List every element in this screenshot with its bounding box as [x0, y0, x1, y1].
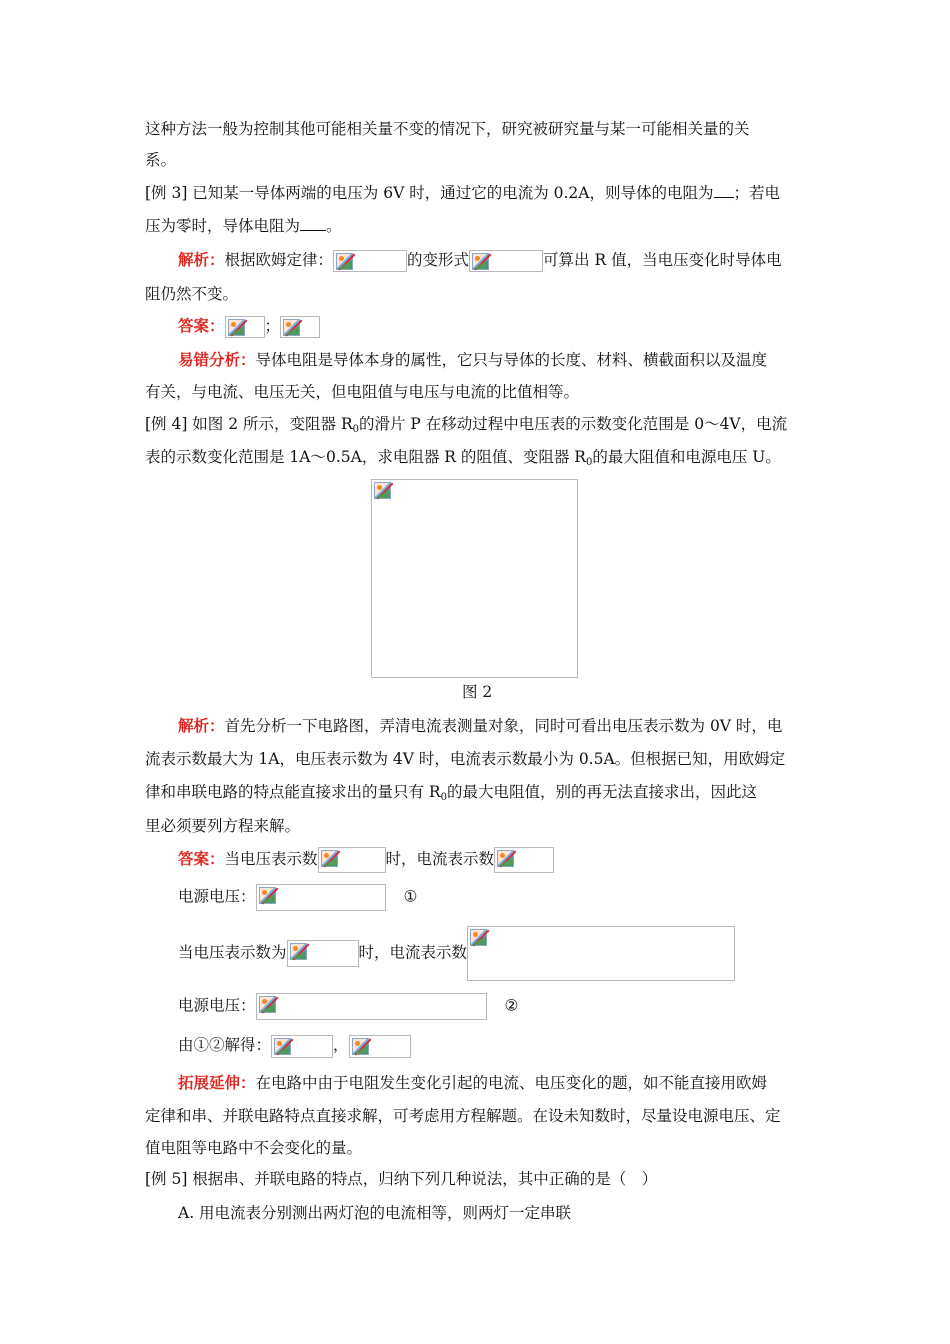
- broken-image-icon: [274, 1038, 291, 1055]
- text: 导体电阻是导体本身的属性，它只与导体的长度、材料、横截面积以及温度: [255, 351, 768, 369]
- extension-line: 定律和串、并联电路特点直接求解，可考虑用方程解题。在设未知数时，尽量设电源电压、定: [145, 1107, 781, 1125]
- formula-image: [349, 1035, 411, 1058]
- example-3-line: [145, 214, 342, 236]
- formula-image: [333, 250, 407, 272]
- text: 由①②解得：: [178, 1036, 272, 1054]
- error-analysis-label: 易错分析：: [178, 350, 256, 369]
- broken-image-icon: [259, 887, 276, 904]
- text: ；: [264, 317, 281, 335]
- paragraph-line: 这种方法一般为控制其他可能相关量不变的情况下，研究被研究量与某一可能相关量的关: [145, 120, 750, 138]
- broken-image-icon: [283, 319, 300, 336]
- text: 首先分析一下电路图，弄清电流表测量对象，同时可看出电压表示数为 0V 时，电: [224, 717, 783, 735]
- blank-underline: [300, 218, 326, 231]
- broken-image-icon: [374, 482, 391, 499]
- answer-label: 答案：: [178, 849, 225, 868]
- broken-image-icon: [470, 929, 487, 946]
- error-analysis-line: [178, 348, 767, 370]
- subscript: 0: [585, 457, 593, 468]
- analysis-4-line: [145, 780, 757, 802]
- answer-4-line: [178, 847, 554, 873]
- formula-image: [318, 847, 386, 873]
- example-4-line: [145, 412, 787, 434]
- example-3-line: [145, 181, 780, 203]
- text: 压为零时，导体电阻为: [145, 217, 301, 235]
- text: ；若电: [733, 184, 781, 202]
- example-4-line: [145, 445, 781, 467]
- text: 时，电流表示数: [358, 943, 468, 962]
- text: 当电压表示数: [224, 850, 318, 868]
- text: 。: [326, 217, 342, 235]
- paragraph-line: 系。: [145, 151, 177, 169]
- text: 律和串联电路的特点能直接求出的量只有 R: [145, 783, 441, 801]
- error-analysis-line: 有关，与电流、电压无关，但电阻值与电压与电流的比值相等。: [145, 383, 580, 401]
- text: 电源电压：: [178, 996, 256, 1015]
- analysis-3-line: 阻仍然不变。: [145, 285, 239, 303]
- text: ，: [333, 1036, 349, 1054]
- text: 的变形式: [407, 251, 470, 269]
- subscript: 0: [352, 424, 359, 435]
- text: 的最大电阻值，别的再无法直接求出，因此这: [446, 783, 757, 801]
- analysis-4-line: 流表示数最大为 1A，电压表示数为 4V 时，电流表示数最小为 0.5A。但根据已知，用欧姆定: [145, 750, 786, 768]
- broken-image-icon: [290, 943, 307, 960]
- answer-label: 答案：: [178, 316, 225, 335]
- broken-image-icon: [321, 850, 338, 867]
- formula-image: [287, 940, 359, 967]
- formula-image: [494, 847, 554, 873]
- text: [例 3] 已知某一导体两端的电压为 6V 时，通过它的电流为 0.2A，则导体的电阻为: [145, 184, 714, 202]
- text: 表的示数变化范围是 1A～0.5A，求电阻器 R 的阻值、变阻器 R: [145, 448, 586, 466]
- broken-image-icon: [336, 253, 353, 270]
- equation-marker: ①: [403, 887, 418, 906]
- answer-4-line: [178, 884, 417, 911]
- formula-image: [256, 993, 487, 1020]
- figure-caption: 图 2: [462, 683, 493, 701]
- text: [例 4] 如图 2 所示，变阻器 R: [145, 415, 353, 433]
- answer-3-line: [178, 314, 320, 338]
- option-a: A. 用电流表分别测出两灯泡的电流相等，则两灯一定串联: [178, 1204, 572, 1222]
- formula-image: [271, 1035, 333, 1058]
- formula-image: [280, 316, 320, 338]
- text: 时，电流表示数: [385, 850, 495, 868]
- text: 的滑片 P 在移动过程中电压表的示数变化范围是 0～4V，电流: [359, 415, 788, 433]
- answer-4-line: [178, 1033, 411, 1058]
- answer-4-line: [178, 926, 735, 981]
- formula-image: [256, 884, 386, 911]
- blank-underline: [714, 185, 734, 198]
- broken-image-icon: [228, 319, 245, 336]
- text: 可算出 R 值，当电压变化时导体电: [543, 251, 782, 269]
- extension-label: 拓展延伸：: [178, 1073, 256, 1092]
- broken-image-icon: [352, 1038, 369, 1055]
- analysis-4-line: 里必须要列方程来解。: [145, 817, 301, 835]
- broken-image-icon: [259, 996, 276, 1013]
- analysis-4-line: [178, 714, 782, 736]
- extension-line: 值电阻等电路中不会变化的量。: [145, 1139, 363, 1157]
- formula-image: [225, 316, 265, 338]
- analysis-label: 解析：: [178, 250, 225, 269]
- text: 的最大阻值和电源电压 U。: [592, 448, 781, 466]
- text: 根据欧姆定律：: [224, 251, 334, 269]
- analysis-3-line: [178, 248, 782, 272]
- analysis-label: 解析：: [178, 716, 225, 735]
- text: 电源电压：: [178, 887, 256, 906]
- broken-image-icon: [497, 850, 514, 867]
- figure-2-image: [371, 479, 578, 678]
- equation-marker: ②: [504, 996, 519, 1015]
- example-5-line: [例 5] 根据串、并联电路的特点，归纳下列几种说法，其中正确的是（ ）: [145, 1170, 658, 1188]
- extension-line: [178, 1071, 767, 1093]
- text: 当电压表示数为: [178, 943, 287, 962]
- formula-image: [467, 926, 735, 981]
- text: 在电路中由于电阻发生变化引起的电流、电压变化的题，如不能直接用欧姆: [255, 1074, 768, 1092]
- broken-image-icon: [472, 253, 489, 270]
- subscript: 0: [440, 792, 447, 803]
- formula-image: [469, 250, 543, 272]
- answer-4-line: [178, 993, 518, 1020]
